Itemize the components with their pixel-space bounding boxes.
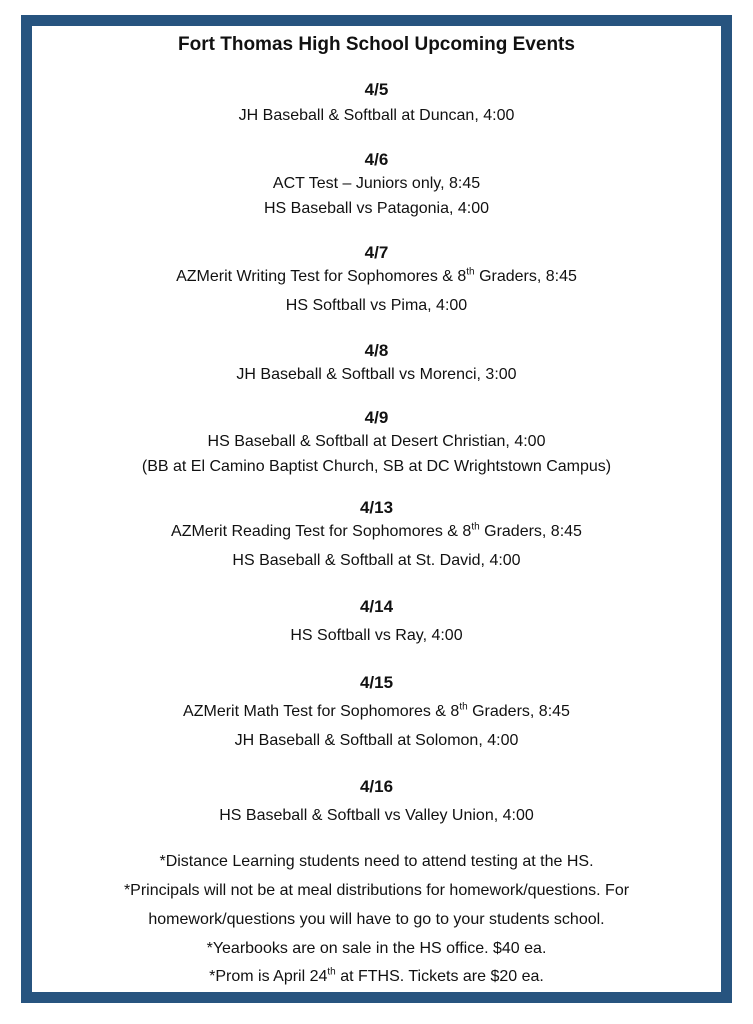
event-item: HS Softball vs Pima, 4:00 bbox=[285, 297, 468, 314]
event-date: 4/13 bbox=[359, 498, 394, 517]
event-date: 4/8 bbox=[364, 341, 389, 360]
event-item: HS Baseball & Softball at Desert Christian, 4:00 bbox=[207, 433, 546, 450]
ordinal-suffix: th bbox=[466, 266, 475, 278]
note-line: *Yearbooks are on sale in the HS office. $40 ea. bbox=[206, 940, 547, 957]
event-date: 4/5 bbox=[364, 80, 389, 99]
note-line: *Distance Learning students need to attend testing at the HS. bbox=[159, 853, 594, 870]
event-item: HS Baseball vs Patagonia, 4:00 bbox=[263, 200, 490, 217]
event-item: JH Baseball & Softball at Solomon, 4:00 bbox=[234, 732, 519, 749]
line-text: Graders, 8:45 bbox=[467, 703, 570, 720]
ordinal-suffix: th bbox=[459, 701, 468, 713]
event-date: 4/6 bbox=[364, 150, 389, 169]
event-item bbox=[0, 703, 753, 721]
line-text: at FTHS. Tickets are $20 ea. bbox=[335, 968, 544, 985]
event-item: HS Softball vs Ray, 4:00 bbox=[290, 627, 463, 644]
note-line bbox=[0, 968, 753, 986]
line-text: AZMerit Reading Test for Sophomores & 8 bbox=[171, 523, 472, 540]
line-text: AZMerit Math Test for Sophomores & 8 bbox=[183, 703, 460, 720]
event-item: HS Baseball & Softball at St. David, 4:00 bbox=[232, 552, 521, 569]
event-item bbox=[0, 523, 753, 541]
page-title: Fort Thomas High School Upcoming Events bbox=[178, 34, 575, 55]
event-date: 4/16 bbox=[359, 777, 394, 796]
event-item: JH Baseball & Softball at Duncan, 4:00 bbox=[238, 107, 515, 124]
event-date: 4/7 bbox=[364, 243, 389, 262]
event-date: 4/15 bbox=[359, 673, 394, 692]
event-item: JH Baseball & Softball vs Morenci, 3:00 bbox=[236, 366, 517, 383]
event-date: 4/9 bbox=[364, 408, 389, 427]
event-item: (BB at El Camino Baptist Church, SB at DC Wrightstown Campus) bbox=[141, 458, 612, 475]
note-line: *Principals will not be at meal distributions for homework/questions. For bbox=[123, 882, 630, 899]
line-text: Graders, 8:45 bbox=[479, 523, 582, 540]
event-date: 4/14 bbox=[359, 597, 394, 616]
ordinal-suffix: th bbox=[327, 966, 336, 978]
line-text: Graders, 8:45 bbox=[474, 268, 577, 285]
event-item: ACT Test – Juniors only, 8:45 bbox=[272, 175, 481, 192]
line-text: AZMerit Writing Test for Sophomores & 8 bbox=[176, 268, 467, 285]
ordinal-suffix: th bbox=[471, 521, 480, 533]
note-line: homework/questions you will have to go to your students school. bbox=[148, 911, 605, 928]
event-item bbox=[0, 268, 753, 286]
line-text: *Prom is April 24 bbox=[209, 968, 328, 985]
event-item: HS Baseball & Softball vs Valley Union, 4:00 bbox=[219, 807, 534, 824]
